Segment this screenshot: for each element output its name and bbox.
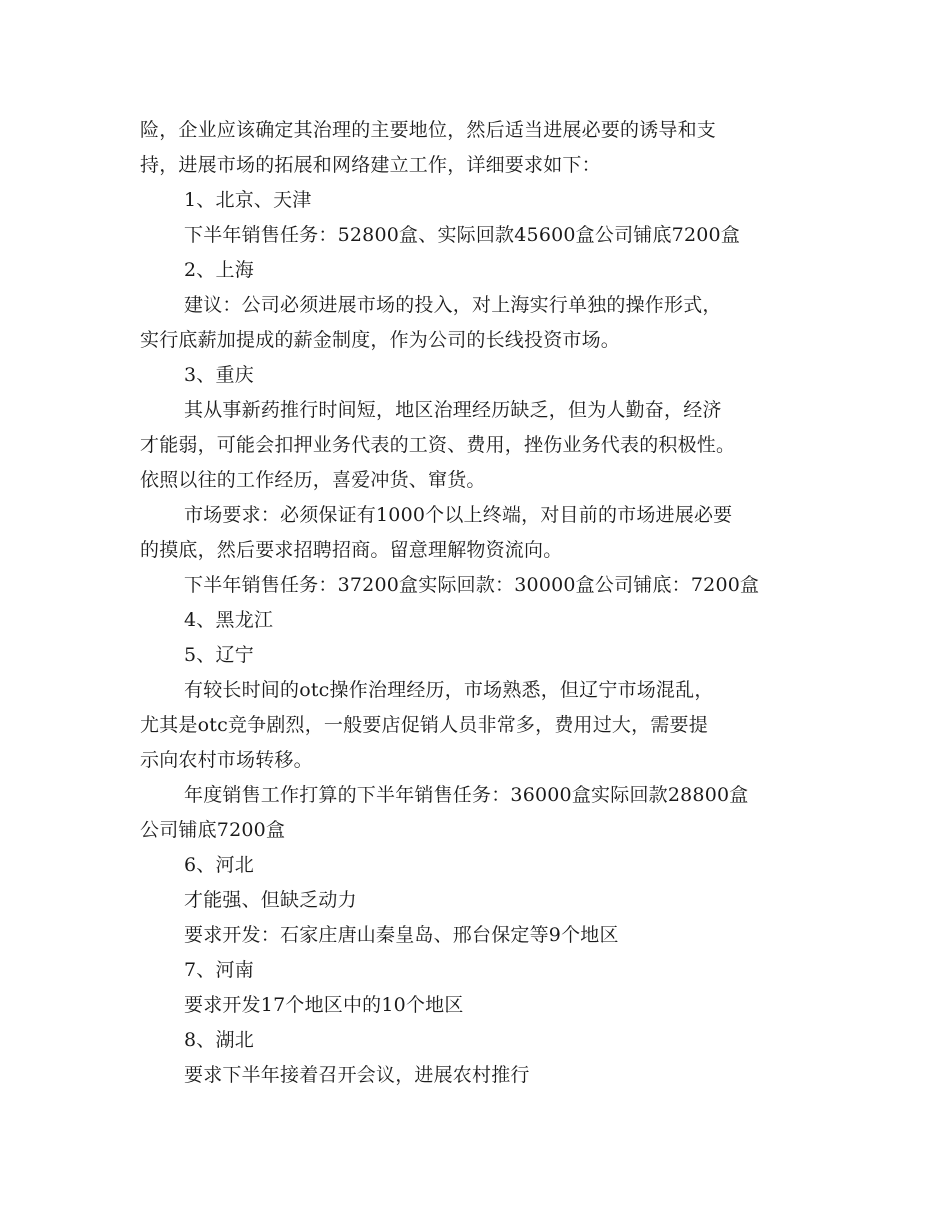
paragraph-line: 下半年销售任务：52800盒、实际回款45600盒公司铺底7200盒	[184, 224, 741, 246]
paragraph-line: 险，企业应该确定其治理的主要地位，然后适当进展必要的诱导和支	[140, 119, 717, 141]
paragraph-line: 依照以往的工作经历，喜爱冲货、窜货。	[140, 469, 486, 491]
paragraph-line: 要求开发17个地区中的10个地区	[184, 994, 464, 1016]
paragraph-line: 要求下半年接着召开会议，进展农村推行	[184, 1064, 530, 1086]
paragraph-line: 才能强、但缺乏动力	[184, 889, 357, 911]
paragraph-line: 有较长时间的otc操作治理经历，市场熟悉，但辽宁市场混乱，	[184, 679, 714, 701]
paragraph-line: 要求开发：石家庄唐山秦皇岛、邢台保定等9个地区	[184, 924, 619, 946]
section-heading-heilongjiang: 4、黑龙江	[184, 609, 274, 631]
section-heading-liaoning: 5、辽宁	[184, 644, 254, 666]
section-heading-hubei: 8、湖北	[184, 1029, 254, 1051]
paragraph-line: 其从事新药推行时间短，地区治理经历缺乏，但为人勤奋，经济	[184, 399, 722, 421]
paragraph-line: 才能弱，可能会扣押业务代表的工资、费用，挫伤业务代表的积极性。	[140, 434, 736, 456]
paragraph-line: 尤其是otc竞争剧烈，一般要店促销人员非常多，费用过大，需要提	[140, 714, 708, 736]
paragraph-line: 建议：公司必须进展市场的投入，对上海实行单独的操作形式，	[184, 294, 722, 316]
section-heading-beijing-tianjin: 1、北京、天津	[184, 189, 312, 211]
paragraph-line: 下半年销售任务：37200盒实际回款：30000盒公司铺底：7200盒	[184, 574, 760, 596]
section-heading-hebei: 6、河北	[184, 854, 254, 876]
paragraph-line: 年度销售工作打算的下半年销售任务：36000盒实际回款28800盒	[184, 784, 749, 806]
paragraph-line: 持，进展市场的拓展和网络建立工作，详细要求如下：	[140, 154, 601, 176]
paragraph-line: 示向农村市场转移。	[140, 749, 313, 771]
section-heading-henan: 7、河南	[184, 959, 254, 981]
paragraph-line: 的摸底，然后要求招聘招商。留意理解物资流向。	[140, 539, 563, 561]
paragraph-line: 市场要求：必须保证有1000个以上终端，对目前的市场进展必要	[184, 504, 733, 526]
section-heading-chongqing: 3、重庆	[184, 364, 254, 386]
section-heading-shanghai: 2、上海	[184, 259, 254, 281]
paragraph-line: 公司铺底7200盒	[140, 819, 286, 841]
paragraph-line: 实行底薪加提成的薪金制度，作为公司的长线投资市场。	[140, 329, 621, 351]
document-body	[140, 113, 820, 1093]
